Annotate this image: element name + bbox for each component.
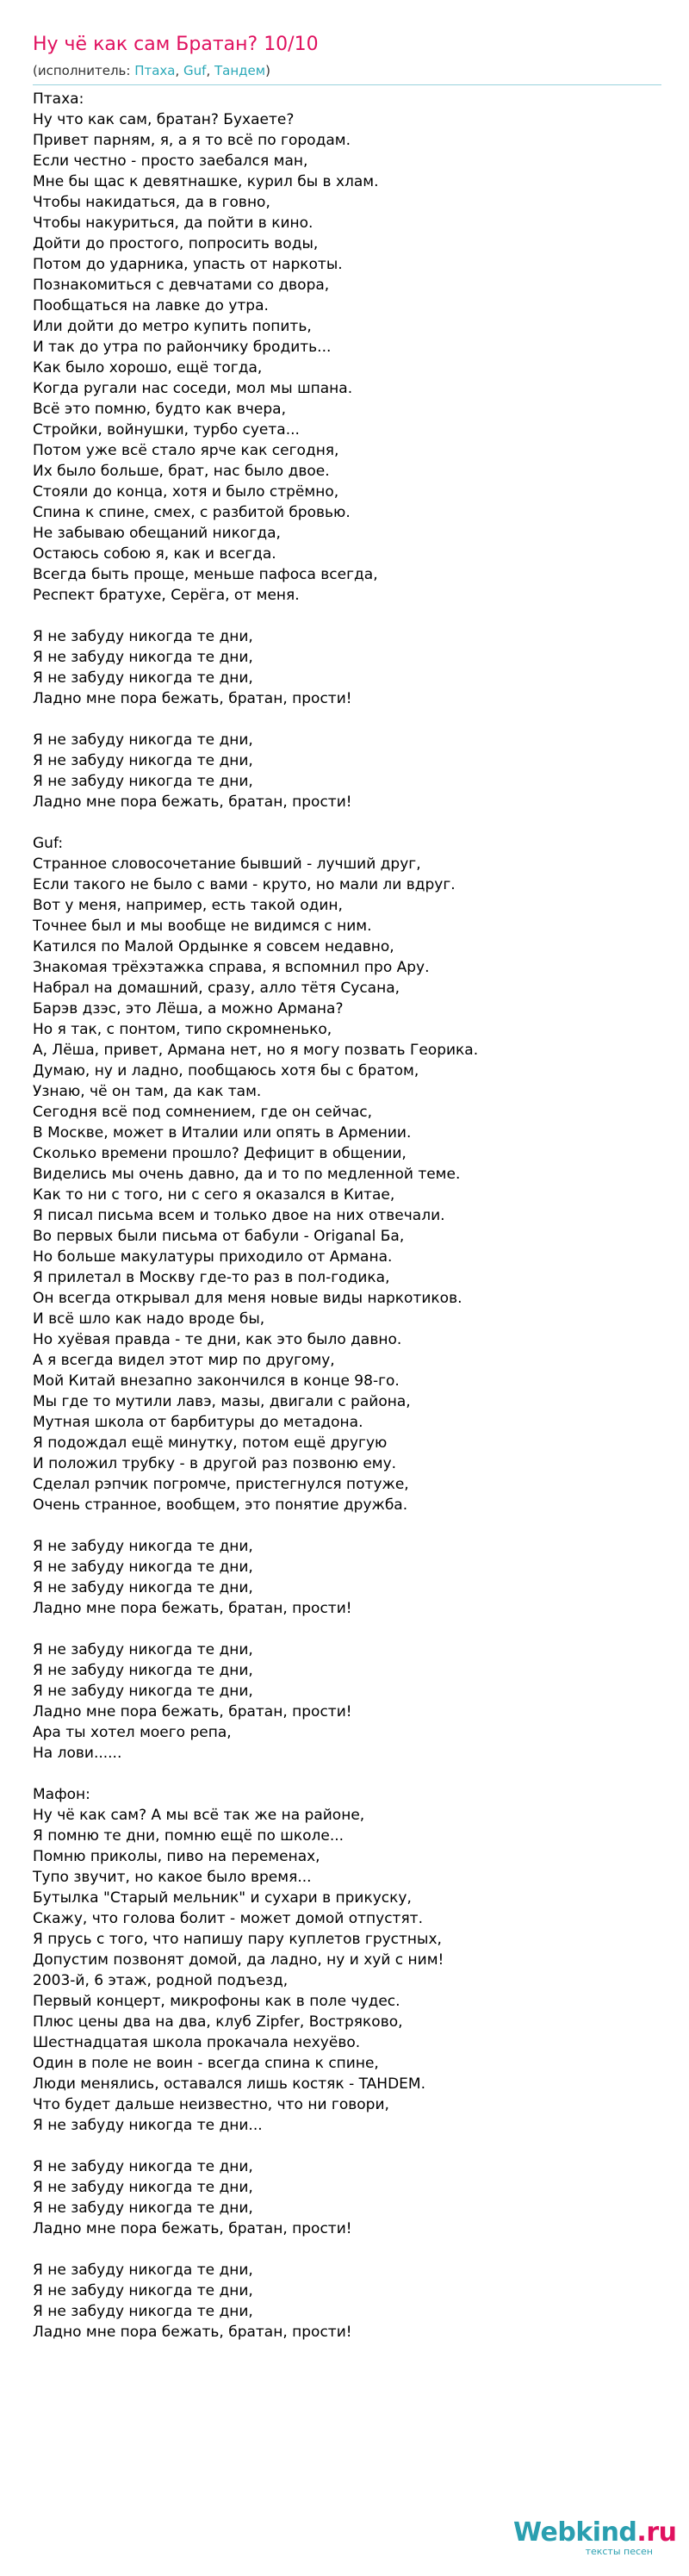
- lyric-line: Чтобы накуриться, да пойти в кино.: [33, 215, 313, 232]
- stanza-break: [33, 2136, 661, 2156]
- lyric-line: Ну чё как сам? А мы всё так же на районе,: [33, 1807, 365, 1824]
- lyric-line: Скажу, что голова болит - может домой отпустят.: [33, 1910, 423, 1927]
- lyric-line: Ладно мне пора бежать, братан, прости!: [33, 2220, 352, 2237]
- lyric-line: Я не забуду никогда те дни,: [33, 731, 253, 749]
- performers-suffix: ): [265, 63, 270, 78]
- logo-tagline: тексты песен: [585, 2546, 653, 2557]
- lyric-line: Ладно мне пора бежать, братан, прости!: [33, 690, 352, 707]
- performer-link-tandem[interactable]: Тандем: [214, 63, 266, 78]
- performer-link-guf[interactable]: Guf: [183, 63, 207, 78]
- lyric-line: Как было хорошо, ещё тогда,: [33, 359, 263, 376]
- lyric-line: Я не забуду никогда те дни,: [33, 1641, 253, 1658]
- lyric-line: Я не забуду никогда те дни,: [33, 628, 253, 645]
- lyric-line: Познакомиться с девчатами со двора,: [33, 277, 330, 294]
- lyric-line: Вот у меня, например, есть такой один,: [33, 897, 343, 914]
- lyric-line: Я не забуду никогда те дни,: [33, 1559, 253, 1576]
- lyric-line: Я не забуду никогда те дни,: [33, 669, 253, 687]
- lyric-line: Мой Китай внезапно закончился в конце 98-го.: [33, 1372, 400, 1390]
- lyric-line: Виделись мы очень давно, да и то по медленной теме.: [33, 1166, 461, 1183]
- lyric-line: Я не забуду никогда те дни,: [33, 773, 253, 790]
- lyric-line: А я всегда видел этот мир по другому,: [33, 1352, 335, 1369]
- lyric-line: Ладно мне пора бежать, братан, прости!: [33, 2324, 352, 2341]
- lyric-line: На лови......: [33, 1745, 122, 1762]
- lyric-line: Думаю, ну и ладно, пообщаюсь хотя бы с братом,: [33, 1062, 419, 1080]
- lyric-line: Спина к спине, смех, с разбитой бровью.: [33, 504, 351, 521]
- lyric-line: Респект братухе, Серёга, от меня.: [33, 587, 300, 604]
- lyric-line: Я не забуду никогда те дни...: [33, 2117, 263, 2134]
- lyric-line: Я не забуду никогда те дни,: [33, 2179, 253, 2196]
- lyric-line: Плюс цены два на два, клуб Zipfer, Востряково,: [33, 2013, 403, 2031]
- lyric-line: Но больше макулатуры приходило от Армана.: [33, 1248, 393, 1266]
- lyric-line: Сколько времени прошло? Дефицит в общении,: [33, 1145, 407, 1162]
- lyric-line: Привет парням, я, а я то всё по городам.: [33, 132, 351, 149]
- lyric-line: Всегда быть проще, меньше пафоса всегда,: [33, 566, 378, 583]
- lyric-line: Их было больше, брат, нас было двое.: [33, 463, 330, 480]
- lyric-line: Я не забуду никогда те дни,: [33, 2282, 253, 2299]
- stanza-break: [33, 606, 661, 626]
- lyric-line: Guf:: [33, 835, 64, 852]
- lyric-line: Ладно мне пора бежать, братан, прости!: [33, 793, 352, 811]
- lyric-line: Я не забуду никогда те дни,: [33, 1662, 253, 1679]
- page-title: Ну чё как сам Братан? 10/10: [33, 34, 319, 55]
- lyric-line: Люди менялись, оставался лишь костяк - TAHDEM.: [33, 2075, 425, 2093]
- lyric-line: А, Лёша, привет, Армана нет, но я могу позвать Георика.: [33, 1042, 479, 1059]
- lyric-line: Мафон:: [33, 1786, 90, 1803]
- performers-prefix: (исполнитель:: [33, 63, 135, 78]
- performer-link-ptaha[interactable]: Птаха: [134, 63, 176, 78]
- lyric-line: Сделал рэпчик погромче, пристегнулся потуже,: [33, 1476, 409, 1493]
- lyric-line: Остаюсь собою я, как и всегда.: [33, 545, 276, 563]
- lyric-line: Я не забуду никогда те дни,: [33, 752, 253, 769]
- lyric-line: Я не забуду никогда те дни,: [33, 2262, 253, 2279]
- logo-wordmark: [513, 2517, 677, 2548]
- lyric-line: Я писал письма всем и только двое на них отвечали.: [33, 1207, 445, 1224]
- lyric-line: Помню приколы, пиво на переменах,: [33, 1848, 320, 1865]
- lyric-line: Стояли до конца, хотя и было стрёмно,: [33, 483, 339, 501]
- lyric-line: Потом уже всё стало ярче как сегодня,: [33, 442, 339, 459]
- lyric-line: Я не забуду никогда те дни,: [33, 1683, 253, 1700]
- lyric-line: Один в поле не воин - всегда спина к спине,: [33, 2055, 379, 2072]
- lyric-line: И так до утра по райончику бродить...: [33, 339, 332, 356]
- lyric-line: Если честно - просто заебался ман,: [33, 152, 308, 170]
- stanza-break: [33, 1619, 661, 1640]
- lyric-line: Или дойти до метро купить попить,: [33, 318, 312, 335]
- lyric-line: Ладно мне пора бежать, братан, прости!: [33, 1703, 352, 1720]
- lyric-line: Мы где то мутили лавэ, мазы, двигали с района,: [33, 1393, 411, 1410]
- lyric-line: Когда ругали нас соседи, мол мы шпана.: [33, 380, 353, 397]
- lyric-line: Я прилетал в Москву где-то раз в пол-годика,: [33, 1269, 390, 1286]
- lyric-line: Сегодня всё под сомнением, где он сейчас,: [33, 1104, 372, 1121]
- lyric-line: Мутная школа от барбитуры до метадона.: [33, 1414, 363, 1431]
- lyric-line: 2003-й, 6 этаж, родной подъезд,: [33, 1972, 289, 1989]
- lyric-line: Набрал на домашний, сразу, алло тётя Сусана,: [33, 980, 400, 997]
- lyric-line: Стройки, войнушки, турбо суета...: [33, 421, 300, 439]
- lyric-line: Узнаю, чё он там, да как там.: [33, 1083, 262, 1100]
- lyric-line: Пообщаться на лавке до утра.: [33, 297, 269, 314]
- lyric-line: Я не забуду никогда те дни,: [33, 2200, 253, 2217]
- lyric-line: Тупо звучит, но какое было время...: [33, 1869, 312, 1886]
- stanza-break: [33, 1515, 661, 1536]
- title-divider: [33, 84, 661, 85]
- lyric-line: Чтобы накидаться, да в говно,: [33, 194, 270, 211]
- lyric-line: Если такого не было с вами - круто, но мали ли вдруг.: [33, 876, 456, 893]
- lyric-line: Потом до ударника, упасть от наркоты.: [33, 256, 343, 273]
- lyrics-page: [33, 33, 661, 2343]
- lyric-line: Я не забуду никогда те дни,: [33, 1579, 253, 1596]
- lyric-line: Но я так, с понтом, типо скромненько,: [33, 1021, 332, 1038]
- lyric-line: Дойти до простого, попросить воды,: [33, 235, 319, 252]
- performers-line: (исполнитель: Птаха, Guf, Тандем): [33, 63, 270, 78]
- stanza-break: [33, 812, 661, 833]
- lyric-line: Знакомая трёхэтажка справа, я вспомнил про Ару.: [33, 959, 430, 976]
- site-logo[interactable]: [513, 2517, 677, 2557]
- lyric-line: Шестнадцатая школа прокачала нехуёво.: [33, 2034, 361, 2051]
- lyric-line: Очень странное, вообщем, это понятие дружба.: [33, 1496, 408, 1514]
- lyric-line: Барэв дзэс, это Лёша, а можно Армана?: [33, 1000, 344, 1017]
- lyric-line: Что будет дальше неизвестно, что ни говори,: [33, 2096, 389, 2113]
- lyric-line: Мне бы щас к девятнашке, курил бы в хлам.: [33, 173, 379, 190]
- lyric-line: Бутылка "Старый мельник" и сухари в прикуску,: [33, 1889, 412, 1907]
- lyric-line: Я не забуду никогда те дни,: [33, 2158, 253, 2175]
- lyric-line: Но хуёвая правда - те дни, как это было давно.: [33, 1331, 402, 1348]
- lyric-line: И положил трубку - в другой раз позвоню ему.: [33, 1455, 397, 1472]
- lyric-line: Я не забуду никогда те дни,: [33, 649, 253, 666]
- lyric-line: Ну что как сам, братан? Бухаете?: [33, 111, 295, 128]
- lyrics-text: [33, 89, 661, 2343]
- lyric-line: В Москве, может в Италии или опять в Армении.: [33, 1124, 412, 1142]
- lyric-line: И всё шло как надо вроде бы,: [33, 1310, 265, 1328]
- lyric-line: Допустим позвонят домой, да ладно, ну и хуй с ним!: [33, 1951, 444, 1969]
- lyric-line: Первый концерт, микрофоны как в поле чудес.: [33, 1993, 400, 2010]
- lyric-line: Ара ты хотел моего репа,: [33, 1724, 232, 1741]
- lyric-line: Точнее был и мы вообще не видимся с ним.: [33, 918, 372, 935]
- stanza-break: [33, 709, 661, 730]
- lyric-line: Я подождал ещё минутку, потом ещё другую: [33, 1434, 388, 1452]
- lyric-line: Во первых были письма от бабули - Origanal Ба,: [33, 1228, 405, 1245]
- lyric-line: Как то ни с того, ни с сего я оказался в Китае,: [33, 1186, 395, 1204]
- lyric-line: Странное словосочетание бывший - лучший друг,: [33, 856, 421, 873]
- lyric-line: Птаха:: [33, 90, 84, 108]
- lyric-line: Я не забуду никогда те дни,: [33, 2303, 253, 2320]
- lyric-line: Всё это помню, будто как вчера,: [33, 401, 286, 418]
- lyric-line: Я помню те дни, помню ещё по школе...: [33, 1827, 344, 1845]
- stanza-break: [33, 2239, 661, 2260]
- lyric-line: Катился по Малой Ордынке я совсем недавно,: [33, 938, 394, 955]
- lyric-line: Я прусь с того, что напишу пару куплетов грустных,: [33, 1931, 442, 1948]
- lyric-line: Он всегда открывал для меня новые виды наркотиков.: [33, 1290, 462, 1307]
- logo-brand-main: Webkind: [513, 2517, 637, 2548]
- stanza-break: [33, 1764, 661, 1784]
- lyric-line: Я не забуду никогда те дни,: [33, 1538, 253, 1555]
- lyric-line: Не забываю обещаний никогда,: [33, 525, 281, 542]
- logo-brand-domain: .ru: [636, 2517, 677, 2548]
- lyric-line: Ладно мне пора бежать, братан, прости!: [33, 1600, 352, 1617]
